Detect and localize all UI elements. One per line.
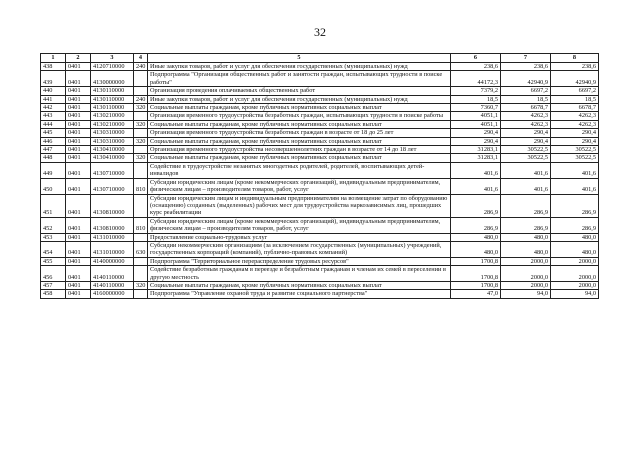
section-code-cell: 0401: [66, 178, 91, 194]
amount-cell: 4262,3: [551, 120, 599, 128]
row-number-cell: 439: [41, 71, 66, 87]
table-row: [41, 178, 599, 194]
column-header: 7: [501, 54, 551, 63]
amount-cell: 1700,8: [451, 266, 501, 282]
row-number-cell: 447: [41, 146, 66, 154]
amount-cell: 480,0: [501, 241, 551, 257]
amount-cell: 44172,3: [451, 71, 501, 87]
row-number-cell: 443: [41, 112, 66, 120]
description-cell: Субсидии юридическим лицам и индивидуальным предпринимателям на возмещение затрат по оборудованию (оснащению) созданных (выделенных) рабочих мест для трудоустройства наркозависимых лиц, прошедших курс реабилитации: [148, 194, 451, 217]
expense-type-cell: [134, 266, 148, 282]
budget-table: [40, 53, 599, 299]
target-code-cell: 4130210000: [91, 120, 134, 128]
description-cell: Субсидии некоммерческим организациям (за исключением государственных (муниципальных) учреждений, государственных корпораций (компаний), публично-правовых компаний): [148, 241, 451, 257]
description-cell: Организация временного трудоустройства несовершеннолетних граждан в возрасте от 14 до 18 лет: [148, 146, 451, 154]
description-cell: Содействие безработным гражданам в переезде и безработным гражданам и членам их семей в переселении в другую местность: [148, 266, 451, 282]
amount-cell: 6678,7: [551, 104, 599, 112]
row-number-cell: 440: [41, 87, 66, 95]
target-code-cell: 4130310000: [91, 129, 134, 137]
target-code-cell: 4160000000: [91, 290, 134, 298]
section-code-cell: 0401: [66, 104, 91, 112]
amount-cell: 30522,5: [551, 146, 599, 154]
section-code-cell: 0401: [66, 290, 91, 298]
amount-cell: 6697,2: [551, 87, 599, 95]
amount-cell: 42940,9: [551, 71, 599, 87]
amount-cell: 18,5: [451, 95, 501, 103]
section-code-cell: 0401: [66, 129, 91, 137]
amount-cell: 4262,3: [551, 112, 599, 120]
section-code-cell: 0401: [66, 137, 91, 145]
row-number-cell: 441: [41, 95, 66, 103]
description-cell: Иные закупки товаров, работ и услуг для обеспечения государственных (муниципальных) нужд: [148, 95, 451, 103]
amount-cell: 290,4: [451, 129, 501, 137]
section-code-cell: 0401: [66, 120, 91, 128]
amount-cell: 401,6: [501, 162, 551, 178]
target-code-cell: 4130110000: [91, 104, 134, 112]
table-row: [41, 241, 599, 257]
target-code-cell: 4130410000: [91, 146, 134, 154]
page-number: 32: [314, 25, 326, 39]
amount-cell: 290,4: [451, 137, 501, 145]
amount-cell: 480,0: [551, 233, 599, 241]
table-row: [41, 95, 599, 103]
expense-type-cell: 810: [134, 217, 148, 233]
description-cell: Социальные выплаты гражданам, кроме публичных нормативных социальных выплат: [148, 137, 451, 145]
amount-cell: 31283,1: [451, 146, 501, 154]
target-code-cell: 4130000000: [91, 71, 134, 87]
amount-cell: 94,0: [551, 290, 599, 298]
amount-cell: 286,9: [451, 217, 501, 233]
amount-cell: 286,9: [551, 217, 599, 233]
table-row: [41, 120, 599, 128]
table-row: [41, 281, 599, 289]
amount-cell: 480,0: [451, 241, 501, 257]
table-row: [41, 63, 599, 71]
amount-cell: 31283,1: [451, 154, 501, 162]
description-cell: Подпрограмма "Территориальное перераспределение трудовых ресурсов": [148, 257, 451, 265]
row-number-cell: 455: [41, 257, 66, 265]
row-number-cell: 453: [41, 233, 66, 241]
amount-cell: 290,4: [551, 129, 599, 137]
description-cell: Организация временного трудоустройства безработных граждан, испытывающих трудности в поиске работы: [148, 112, 451, 120]
amount-cell: 2000,0: [551, 266, 599, 282]
amount-cell: 4051,1: [451, 112, 501, 120]
section-code-cell: 0401: [66, 266, 91, 282]
description-cell: Организация временного трудоустройства безработных граждан в возрасте от 18 до 25 лет: [148, 129, 451, 137]
amount-cell: 401,6: [451, 178, 501, 194]
amount-cell: 290,4: [501, 129, 551, 137]
expense-type-cell: 320: [134, 120, 148, 128]
section-code-cell: 0401: [66, 63, 91, 71]
table-header-row: [41, 54, 599, 63]
amount-cell: 401,6: [551, 162, 599, 178]
amount-cell: 30522,5: [501, 146, 551, 154]
row-number-cell: 450: [41, 178, 66, 194]
amount-cell: 2000,0: [501, 266, 551, 282]
target-code-cell: 4140000000: [91, 257, 134, 265]
amount-cell: 290,4: [551, 137, 599, 145]
table-row: [41, 71, 599, 87]
section-code-cell: 0401: [66, 194, 91, 217]
amount-cell: 401,6: [551, 178, 599, 194]
row-number-cell: 452: [41, 217, 66, 233]
amount-cell: 2000,0: [501, 257, 551, 265]
row-number-cell: 442: [41, 104, 66, 112]
row-number-cell: 454: [41, 241, 66, 257]
expense-type-cell: [134, 290, 148, 298]
amount-cell: 30522,5: [501, 154, 551, 162]
description-cell: Подпрограмма "Организация общественных работ и занятости граждан, испытывающих трудности в поиске работы": [148, 71, 451, 87]
row-number-cell: 449: [41, 162, 66, 178]
amount-cell: 4262,3: [501, 112, 551, 120]
section-code-cell: 0401: [66, 154, 91, 162]
table-row: [41, 104, 599, 112]
amount-cell: 18,5: [551, 95, 599, 103]
target-code-cell: 4130210000: [91, 112, 134, 120]
table-row: [41, 137, 599, 145]
target-code-cell: 4131010000: [91, 233, 134, 241]
target-code-cell: 4130710000: [91, 162, 134, 178]
target-code-cell: 4130810000: [91, 217, 134, 233]
amount-cell: 2000,0: [551, 257, 599, 265]
expense-type-cell: 810: [134, 178, 148, 194]
target-code-cell: 4130410000: [91, 154, 134, 162]
expense-type-cell: 320: [134, 154, 148, 162]
expense-type-cell: [134, 71, 148, 87]
description-cell: Социальные выплаты гражданам, кроме публичных нормативных социальных выплат: [148, 104, 451, 112]
amount-cell: 94,0: [501, 290, 551, 298]
section-code-cell: 0401: [66, 217, 91, 233]
row-number-cell: 457: [41, 281, 66, 289]
amount-cell: 6697,2: [501, 87, 551, 95]
table-row: [41, 129, 599, 137]
section-code-cell: 0401: [66, 71, 91, 87]
description-cell: Организация проведения оплачиваемых общественных работ: [148, 87, 451, 95]
row-number-cell: 438: [41, 63, 66, 71]
expense-type-cell: [134, 146, 148, 154]
expense-type-cell: 320: [134, 104, 148, 112]
amount-cell: 480,0: [451, 233, 501, 241]
amount-cell: 286,9: [501, 194, 551, 217]
section-code-cell: 0401: [66, 146, 91, 154]
expense-type-cell: 630: [134, 241, 148, 257]
expense-type-cell: [134, 233, 148, 241]
description-cell: Подпрограмма "Управление охраной труда и развитие социального партнерства": [148, 290, 451, 298]
amount-cell: 4051,1: [451, 120, 501, 128]
amount-cell: 401,6: [501, 178, 551, 194]
description-cell: Иные закупки товаров, работ и услуг для обеспечения государственных (муниципальных) нужд: [148, 63, 451, 71]
expense-type-cell: [134, 87, 148, 95]
table-row: [41, 290, 599, 298]
table-row: [41, 257, 599, 265]
section-code-cell: 0401: [66, 233, 91, 241]
amount-cell: 42940,9: [501, 71, 551, 87]
row-number-cell: 446: [41, 137, 66, 145]
description-cell: Субсидии юридическим лицам (кроме некоммерческих организаций), индивидуальным предпринимателям, физическим лицам – производителям товаров, работ, услуг: [148, 178, 451, 194]
table-row: [41, 112, 599, 120]
table-row: [41, 87, 599, 95]
column-header: 6: [451, 54, 501, 63]
expense-type-cell: 240: [134, 63, 148, 71]
table-row: [41, 162, 599, 178]
amount-cell: 238,6: [551, 63, 599, 71]
table-row: [41, 194, 599, 217]
section-code-cell: 0401: [66, 87, 91, 95]
amount-cell: 1700,8: [451, 281, 501, 289]
expense-type-cell: [134, 112, 148, 120]
target-code-cell: 4140110000: [91, 281, 134, 289]
table-row: [41, 266, 599, 282]
table-row: [41, 217, 599, 233]
target-code-cell: 4130310000: [91, 137, 134, 145]
column-header: 4: [134, 54, 148, 63]
amount-cell: 286,9: [551, 194, 599, 217]
amount-cell: 238,6: [451, 63, 501, 71]
target-code-cell: 4130810000: [91, 194, 134, 217]
description-cell: Социальные выплаты гражданам, кроме публичных нормативных социальных выплат: [148, 120, 451, 128]
amount-cell: 7360,7: [451, 104, 501, 112]
row-number-cell: 445: [41, 129, 66, 137]
row-number-cell: 448: [41, 154, 66, 162]
target-code-cell: 4130110000: [91, 95, 134, 103]
description-cell: Предоставление социально-трудовых услуг: [148, 233, 451, 241]
target-code-cell: 4140110000: [91, 266, 134, 282]
section-code-cell: 0401: [66, 95, 91, 103]
amount-cell: 480,0: [551, 241, 599, 257]
amount-cell: 480,0: [501, 233, 551, 241]
column-header: 1: [41, 54, 66, 63]
table-row: [41, 146, 599, 154]
row-number-cell: 456: [41, 266, 66, 282]
amount-cell: 238,6: [501, 63, 551, 71]
amount-cell: 2000,0: [551, 281, 599, 289]
column-header: 2: [66, 54, 91, 63]
amount-cell: 47,0: [451, 290, 501, 298]
amount-cell: 18,5: [501, 95, 551, 103]
column-header: 5: [148, 54, 451, 63]
amount-cell: 6678,7: [501, 104, 551, 112]
table-row: [41, 154, 599, 162]
section-code-cell: 0401: [66, 257, 91, 265]
description-cell: Содействие в трудоустройстве незанятых многодетных родителей, родителей, воспитывающих детей-инвалидов: [148, 162, 451, 178]
section-code-cell: 0401: [66, 112, 91, 120]
section-code-cell: 0401: [66, 281, 91, 289]
expense-type-cell: 240: [134, 95, 148, 103]
table-row: [41, 233, 599, 241]
amount-cell: 7379,2: [451, 87, 501, 95]
description-cell: Субсидии юридическим лицам (кроме некоммерческих организаций), индивидуальным предпринимателям, физическим лицам – производителям товаров, работ, услуг: [148, 217, 451, 233]
table-body: [41, 63, 599, 299]
expense-type-cell: 320: [134, 137, 148, 145]
expense-type-cell: 320: [134, 281, 148, 289]
expense-type-cell: [134, 162, 148, 178]
target-code-cell: 4130110000: [91, 87, 134, 95]
amount-cell: 290,4: [501, 137, 551, 145]
target-code-cell: 4120710000: [91, 63, 134, 71]
amount-cell: 286,9: [451, 194, 501, 217]
amount-cell: 1700,8: [451, 257, 501, 265]
description-cell: Социальные выплаты гражданам, кроме публичных нормативных социальных выплат: [148, 154, 451, 162]
row-number-cell: 451: [41, 194, 66, 217]
row-number-cell: 458: [41, 290, 66, 298]
amount-cell: 286,9: [501, 217, 551, 233]
target-code-cell: 4131010000: [91, 241, 134, 257]
column-header: 8: [551, 54, 599, 63]
column-header: 3: [91, 54, 134, 63]
target-code-cell: 4130710000: [91, 178, 134, 194]
amount-cell: 2000,0: [501, 281, 551, 289]
description-cell: Социальные выплаты гражданам, кроме публичных нормативных социальных выплат: [148, 281, 451, 289]
amount-cell: 30522,5: [551, 154, 599, 162]
expense-type-cell: [134, 194, 148, 217]
amount-cell: 401,6: [451, 162, 501, 178]
expense-type-cell: [134, 129, 148, 137]
section-code-cell: 0401: [66, 162, 91, 178]
row-number-cell: 444: [41, 120, 66, 128]
section-code-cell: 0401: [66, 241, 91, 257]
expense-type-cell: [134, 257, 148, 265]
amount-cell: 4262,3: [501, 120, 551, 128]
